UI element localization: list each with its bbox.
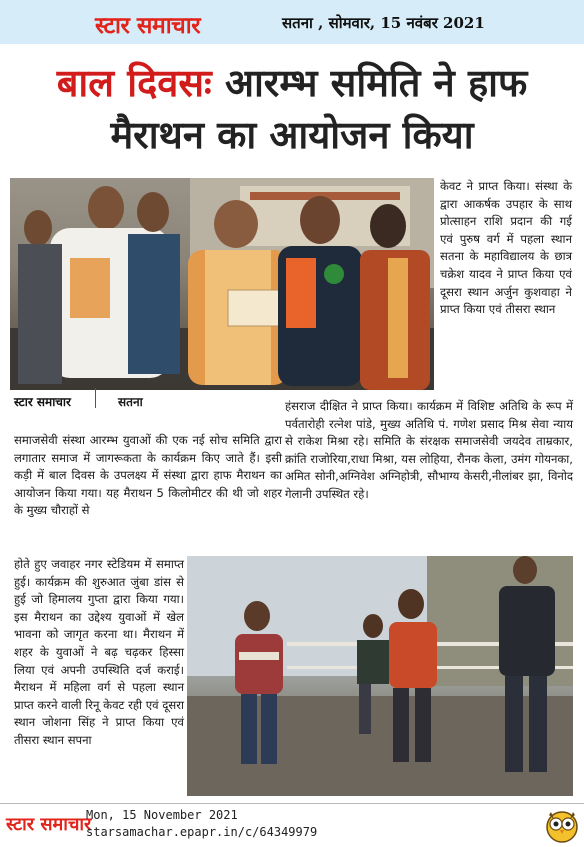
dateline: सतना , सोमवार, 15 नवंबर 2021 [282,14,485,32]
photo-location: सतना [118,395,143,409]
headline-line-2: मैराथन का आयोजन किया [110,113,474,157]
article-column-right-lower: हंसराज दीक्षित ने प्राप्त किया। कार्यक्रम में विशिष्ट अतिथि के रूप में पर्वतारोही रत्नेश पांडे, मुख्य अतिथि पं. गणेश प्रसाद मिश्र सेवा न्याय से राकेश मिश्रा रहे। समिति के संरक्षक समाजसेवी जयदेव ताम्रकार, क्रांति राजोरिया,राधा मिश्रा, यस लोहिया, रौनक केला, उमंग गोयनका, अमित सोनी,अग्निवेश अग्निहोत्री, सौभाग्य केसरी,नीलांबर झा, विनोद गेलानी उपस्थित रहे। [285,399,573,501]
article-column-left-lower: होते हुए जवाहर नगर स्टेडियम में समाप्त हुई। कार्यक्रम की शुरुआत जुंबा डांस से हुई जो हिमालय गुप्ता द्वारा किया गया। इस मैराथन का उद्देश्य युवाओं में खेल भावना को जागृत करना था। मैराथन में शहर के युवाओं ने बढ़ चढ़कर हिस्सा लिया एवं अपनी उपस्थिति दर्ज कराई। मैराथन में महिला वर्ग से पहला स्थान प्राप्त करने वाली रिनू केवट रही एवं दूसरा स्थान जोशना सिंह ने प्राप्त किया एवं तीसरा स्थान सपना [14,557,184,747]
headline-rest: आरम्भ समिति ने हाफ [211,61,528,105]
photo-credit: स्टार समाचार [14,395,71,409]
award-ceremony-photo [10,178,434,390]
owl-icon-graphic [545,807,579,843]
article-column-right: केवट ने प्राप्त किया। संस्था के द्वारा आकर्षक उपहार के साथ प्रोत्साहन राशि प्रदान की गई एवं पुरुष वर्ग में पहला स्थान सतना के महाविद्यालय के छात्र चक्रेश यादव ने प्राप्त किया एवं दूसरा स्थान अर्जुन कुशवाहा ने प्राप्त किया एवं तीसरा स्थान [440,179,572,317]
footer-logo[interactable]: स्टार समाचार [6,814,92,835]
headline-line-1 [0,60,584,106]
marathon-runners-illustration [187,556,573,796]
footer-divider [0,803,584,804]
headline-highlight: बाल दिवसः [56,61,212,105]
masthead [0,0,584,44]
marathon-runners-photo [187,556,573,796]
footer-date: Mon, 15 November 2021 [86,808,238,822]
owl-icon[interactable] [545,807,579,843]
award-ceremony-illustration [10,178,434,390]
caption-divider [95,388,96,408]
footer-url-link[interactable]: starsamachar.epapr.in/c/64349979 [86,825,318,839]
article-column-left: समाजसेवी संस्था आरम्भ युवाओं की एक नई सोच समिति द्वारा लगातार समाज में जागरूकता के कार्यक्रम किए जाते हैं। इसी कड़ी में बाल दिवस के उपलक्ष्य में संस्था द्वारा हाफ मैराथन का आयोजन किया गया। यह मैराथन 5 किलोमीटर की थी जो शहर के मुख्य चौराहों से [14,433,282,518]
brand-logo[interactable]: स्टार समाचार [95,12,201,39]
